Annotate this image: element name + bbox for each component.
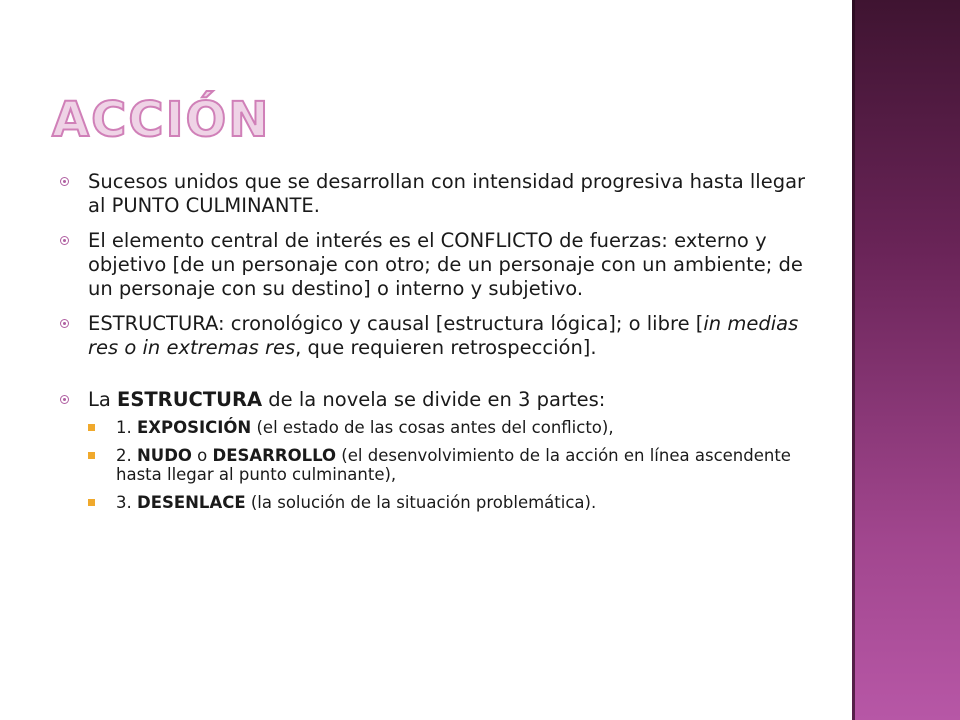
sub-bullet-text: (el desenvolvimiento de la acción en línea ascendente hasta llegar al punto culminante),	[116, 446, 791, 484]
bullet-item	[60, 229, 820, 301]
slide-title: ACCIÓN	[52, 92, 271, 148]
square-bullet-icon	[88, 499, 95, 506]
sub-bullet-text: o	[191, 446, 213, 465]
decorative-side-bar	[852, 0, 960, 720]
bullet-text: El elemento central de interés es el CONFLICTO de fuerzas: externo y objetivo [de un personaje con otro; de un personaje con un ambiente; de un personaje con su destino] o interno y subjetivo.	[88, 229, 803, 300]
sub-bullet-item	[88, 493, 820, 512]
sub-bullet-bold: DESARROLLO	[212, 446, 337, 465]
sub-bullet-bold: DESENLACE	[137, 493, 246, 512]
square-bullet-icon	[88, 424, 95, 431]
circle-bullet-icon	[60, 395, 69, 404]
sub-bullet-number: 2.	[116, 446, 137, 465]
sub-bullet-text: (la solución de la situación problemática).	[245, 493, 597, 512]
bullet-text: de la novela se divide en 3 partes:	[262, 388, 606, 411]
circle-bullet-icon	[60, 319, 69, 328]
bullet-text: Sucesos unidos que se desarrollan con intensidad progresiva hasta llegar al PUNTO CULMINANTE.	[88, 170, 806, 217]
sub-bullet-list	[88, 418, 820, 512]
square-bullet-icon	[88, 452, 95, 459]
bullet-text: , que requieren retrospección].	[295, 336, 597, 359]
side-bar-edge	[852, 0, 855, 720]
sub-bullet-bold: EXPOSICIÓN	[137, 418, 252, 437]
bullet-italic-text: in medias res o in extremas res	[88, 312, 799, 359]
circle-bullet-icon	[60, 177, 69, 186]
bullet-bold-text: ESTRUCTURA	[117, 388, 263, 411]
bullet-text: La	[88, 388, 118, 411]
bullet-list	[60, 170, 820, 523]
sub-bullet-number: 3.	[116, 493, 137, 512]
bullet-item	[60, 170, 820, 218]
sub-bullet-bold: NUDO	[137, 446, 192, 465]
sub-bullet-item	[88, 418, 820, 437]
sub-bullet-text: (el estado de las cosas antes del conflicto),	[251, 418, 614, 437]
sub-bullet-item	[88, 446, 820, 484]
circle-bullet-icon	[60, 236, 69, 245]
bullet-item	[60, 312, 820, 360]
sub-bullet-number: 1.	[116, 418, 137, 437]
bullet-text: ESTRUCTURA: cronológico y causal [estructura lógica]; o libre [	[88, 312, 704, 335]
bullet-item	[60, 388, 820, 512]
